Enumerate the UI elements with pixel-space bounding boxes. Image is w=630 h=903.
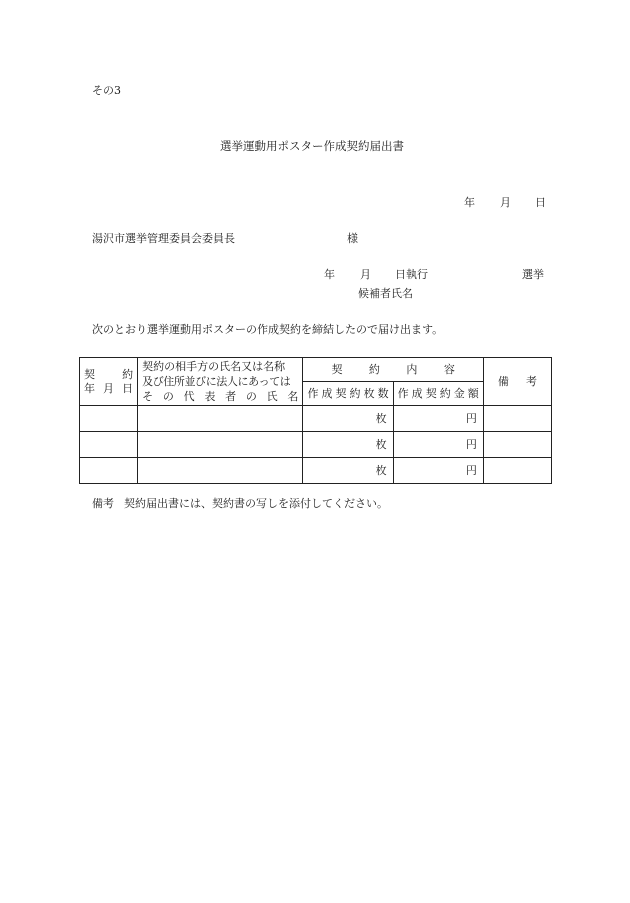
header-contract-party	[138, 358, 303, 406]
row-count-cell[interactable]: 枚	[303, 458, 393, 484]
party-line-2: 及び住所並びに法人にあっては	[142, 375, 291, 388]
contract-table	[79, 357, 552, 484]
date-year-label: 年	[464, 196, 475, 209]
election-month-label: 月	[360, 268, 371, 281]
header-amount: 作 成 契 約 金 額	[393, 382, 483, 406]
row-date-cell[interactable]	[80, 406, 138, 432]
intro-text: 次のとおり選挙運動用ポスターの作成契約を締結したので届け出ます。	[92, 323, 444, 336]
table-row	[80, 406, 552, 432]
election-year-label: 年	[324, 268, 335, 281]
row-remarks-cell[interactable]	[483, 458, 551, 484]
page-title: 選挙運動用ポスター作成契約届出書	[220, 139, 404, 153]
addressee-name: 湯沢市選挙管理委員会委員長	[92, 232, 235, 245]
addressee-honorific: 様	[347, 232, 358, 245]
date-month-label: 月	[500, 196, 511, 209]
election-label: 選挙	[522, 268, 544, 281]
header-contract-content: 契 約 内 容	[303, 358, 483, 382]
row-party-cell[interactable]	[138, 432, 303, 458]
row-count-cell[interactable]: 枚	[303, 406, 393, 432]
note	[92, 495, 388, 511]
election-executed-label: 日執行	[395, 268, 428, 281]
party-line-1: 契約の相手方の氏名又は名称	[142, 360, 286, 373]
header-contract-date: 契 約 年 月 日	[80, 358, 138, 406]
row-count-cell[interactable]: 枚	[303, 432, 393, 458]
note-text: 契約届出書には、契約書の写しを添付してください。	[124, 497, 388, 510]
row-remarks-cell[interactable]	[483, 406, 551, 432]
header-remarks: 備 考	[483, 358, 551, 406]
row-amount-cell[interactable]: 円	[393, 406, 483, 432]
note-label: 備考	[92, 497, 114, 510]
table-row	[80, 458, 552, 484]
row-date-cell[interactable]	[80, 432, 138, 458]
header-count: 作 成 契 約 枚 数	[303, 382, 393, 406]
party-line-3: そ の 代 表 者 の 氏 名	[142, 390, 299, 403]
row-amount-cell[interactable]: 円	[393, 432, 483, 458]
row-party-cell[interactable]	[138, 406, 303, 432]
row-amount-cell[interactable]: 円	[393, 458, 483, 484]
row-date-cell[interactable]	[80, 458, 138, 484]
form-number: その3	[92, 84, 121, 97]
row-remarks-cell[interactable]	[483, 432, 551, 458]
row-party-cell[interactable]	[138, 458, 303, 484]
table-row	[80, 432, 552, 458]
candidate-label: 候補者氏名	[358, 287, 413, 300]
date-day-label: 日	[535, 196, 546, 209]
